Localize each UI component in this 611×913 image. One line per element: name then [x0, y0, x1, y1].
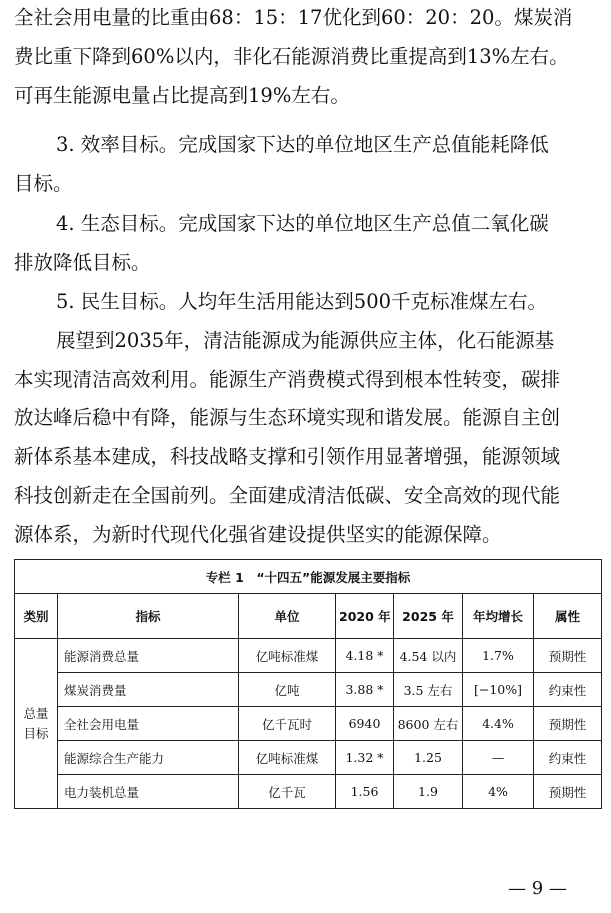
- group-label: 总量目标: [15, 639, 58, 809]
- row-attribute: 约束性: [534, 673, 602, 707]
- body-line: 源体系，为新时代现代化强省建设提供坚实的能源保障。: [14, 523, 502, 546]
- header-2025: 2025 年: [394, 594, 463, 639]
- row-indicator: 能源综合生产能力: [58, 741, 239, 775]
- row-value-2025: 1.25: [394, 741, 463, 775]
- row-indicator: 全社会用电量: [58, 707, 239, 741]
- header-annual-growth: 年均增长: [463, 594, 534, 639]
- body-line: 放达峰后稳中有降，能源与生态环境实现和谐发展。能源自主创: [14, 406, 561, 429]
- table-row: [15, 775, 602, 809]
- row-growth: [−10%]: [463, 673, 534, 707]
- body-line: 排放降低目标。: [14, 251, 151, 274]
- row-value-2020: 4.18 *: [336, 639, 394, 673]
- row-unit: 亿吨: [239, 673, 336, 707]
- table-title: 专栏 1 “十四五”能源发展主要指标: [15, 560, 602, 594]
- header-category: 类别: [15, 594, 58, 639]
- body-line: 5. 民生目标。人均年生活用能达到500千克标准煤左右。: [56, 290, 548, 313]
- page-number: — 9 —: [508, 878, 567, 899]
- header-indicator: 指标: [58, 594, 239, 639]
- table-header-row: [15, 594, 602, 639]
- row-unit: 亿吨标准煤: [239, 741, 336, 775]
- table-row: [15, 707, 602, 741]
- row-value-2020: 3.88 *: [336, 673, 394, 707]
- body-line: 新体系基本建成，科技战略支撑和引领作用显著增强，能源领域: [14, 445, 561, 468]
- header-attribute: 属性: [534, 594, 602, 639]
- body-line: 目标。: [14, 172, 73, 195]
- body-line: 费比重下降到60%以内，非化石能源消费比重提高到13%左右。: [14, 45, 569, 68]
- body-line: 全社会用电量的比重由68：15：17优化到60：20：20。煤炭消: [14, 6, 573, 29]
- row-growth: 4%: [463, 775, 534, 809]
- body-line: 本实现清洁高效利用。能源生产消费模式得到根本性转变，碳排: [14, 368, 561, 391]
- row-indicator: 电力装机总量: [58, 775, 239, 809]
- indicator-table: [14, 559, 602, 809]
- table-row: [15, 639, 602, 673]
- body-line: 3. 效率目标。完成国家下达的单位地区生产总值能耗降低: [56, 133, 549, 156]
- body-line: 科技创新走在全国前列。全面建成清洁低碳、安全高效的现代能: [14, 484, 561, 507]
- row-unit: 亿吨标准煤: [239, 639, 336, 673]
- row-value-2020: 1.56: [336, 775, 394, 809]
- row-indicator: 煤炭消费量: [58, 673, 239, 707]
- row-value-2020: 6940: [336, 707, 394, 741]
- row-value-2025: 3.5 左右: [394, 673, 463, 707]
- row-unit: 亿千瓦: [239, 775, 336, 809]
- row-value-2025: 1.9: [394, 775, 463, 809]
- body-line: 4. 生态目标。完成国家下达的单位地区生产总值二氧化碳: [56, 212, 549, 235]
- row-growth: 4.4%: [463, 707, 534, 741]
- row-value-2025: 4.54 以内: [394, 639, 463, 673]
- body-line: 可再生能源电量占比提高到19%左右。: [14, 84, 350, 107]
- header-unit: 单位: [239, 594, 336, 639]
- row-attribute: 预期性: [534, 639, 602, 673]
- row-value-2020: 1.32 *: [336, 741, 394, 775]
- row-growth: 1.7%: [463, 639, 534, 673]
- row-attribute: 约束性: [534, 741, 602, 775]
- row-value-2025: 8600 左右: [394, 707, 463, 741]
- row-growth: —: [463, 741, 534, 775]
- row-attribute: 预期性: [534, 707, 602, 741]
- table-row: [15, 673, 602, 707]
- body-line: 展望到2035年，清洁能源成为能源供应主体，化石能源基: [56, 329, 555, 352]
- row-unit: 亿千瓦时: [239, 707, 336, 741]
- header-2020: 2020 年: [336, 594, 394, 639]
- table-row: [15, 741, 602, 775]
- row-indicator: 能源消费总量: [58, 639, 239, 673]
- row-attribute: 预期性: [534, 775, 602, 809]
